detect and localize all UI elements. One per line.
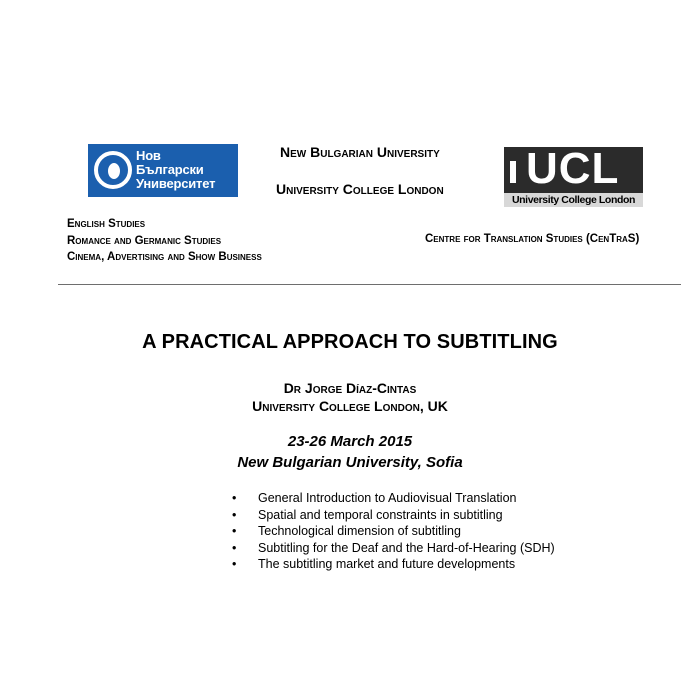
department-item: Cinema, Advertising and Show Business <box>67 251 262 263</box>
ucl-logo <box>504 144 643 207</box>
nbu-logo-line-1: Нов <box>136 148 161 163</box>
list-item: • Subtitling for the Deaf and the Hard-of-Hearing (SDH) <box>232 540 555 557</box>
institution-ucl: University College London <box>276 181 444 197</box>
ucl-logo-mark: UCL <box>526 144 620 193</box>
nbu-logo-line-3: Университет <box>136 176 216 191</box>
department-item: Romance and Germanic Studies <box>67 234 222 247</box>
nbu-logo-line-2: Български <box>136 162 204 177</box>
lecturer-name: Dr Jorge Díaz-Cintas <box>283 380 417 396</box>
institution-nbu: New Bulgarian University <box>280 144 440 160</box>
centre-name: Centre for Translation Studies (CenTraS) <box>425 233 640 245</box>
list-item: • The subtitling market and future developments <box>232 556 555 573</box>
list-item: • Technological dimension of subtitling <box>232 523 555 540</box>
course-venue: New Bulgarian University, Sofia <box>237 454 463 471</box>
nbu-logo <box>88 144 238 197</box>
nbu-emblem-icon <box>94 151 132 189</box>
list-item: • General Introduction to Audiovisual Translation <box>232 490 555 507</box>
ucl-logo-subtitle: University College London <box>504 193 643 207</box>
ucl-portico-icon <box>510 161 516 183</box>
department-item: English Studies <box>67 218 146 230</box>
page-title: A PRACTICAL APPROACH TO SUBTITLING <box>142 331 558 353</box>
divider <box>58 284 681 285</box>
course-dates: 23-26 March 2015 <box>287 433 413 450</box>
department-list <box>67 216 262 266</box>
lecturer-affiliation: University College London, UK <box>252 398 448 414</box>
list-item: • Spatial and temporal constraints in subtitling <box>232 507 555 524</box>
topic-list <box>232 490 555 573</box>
